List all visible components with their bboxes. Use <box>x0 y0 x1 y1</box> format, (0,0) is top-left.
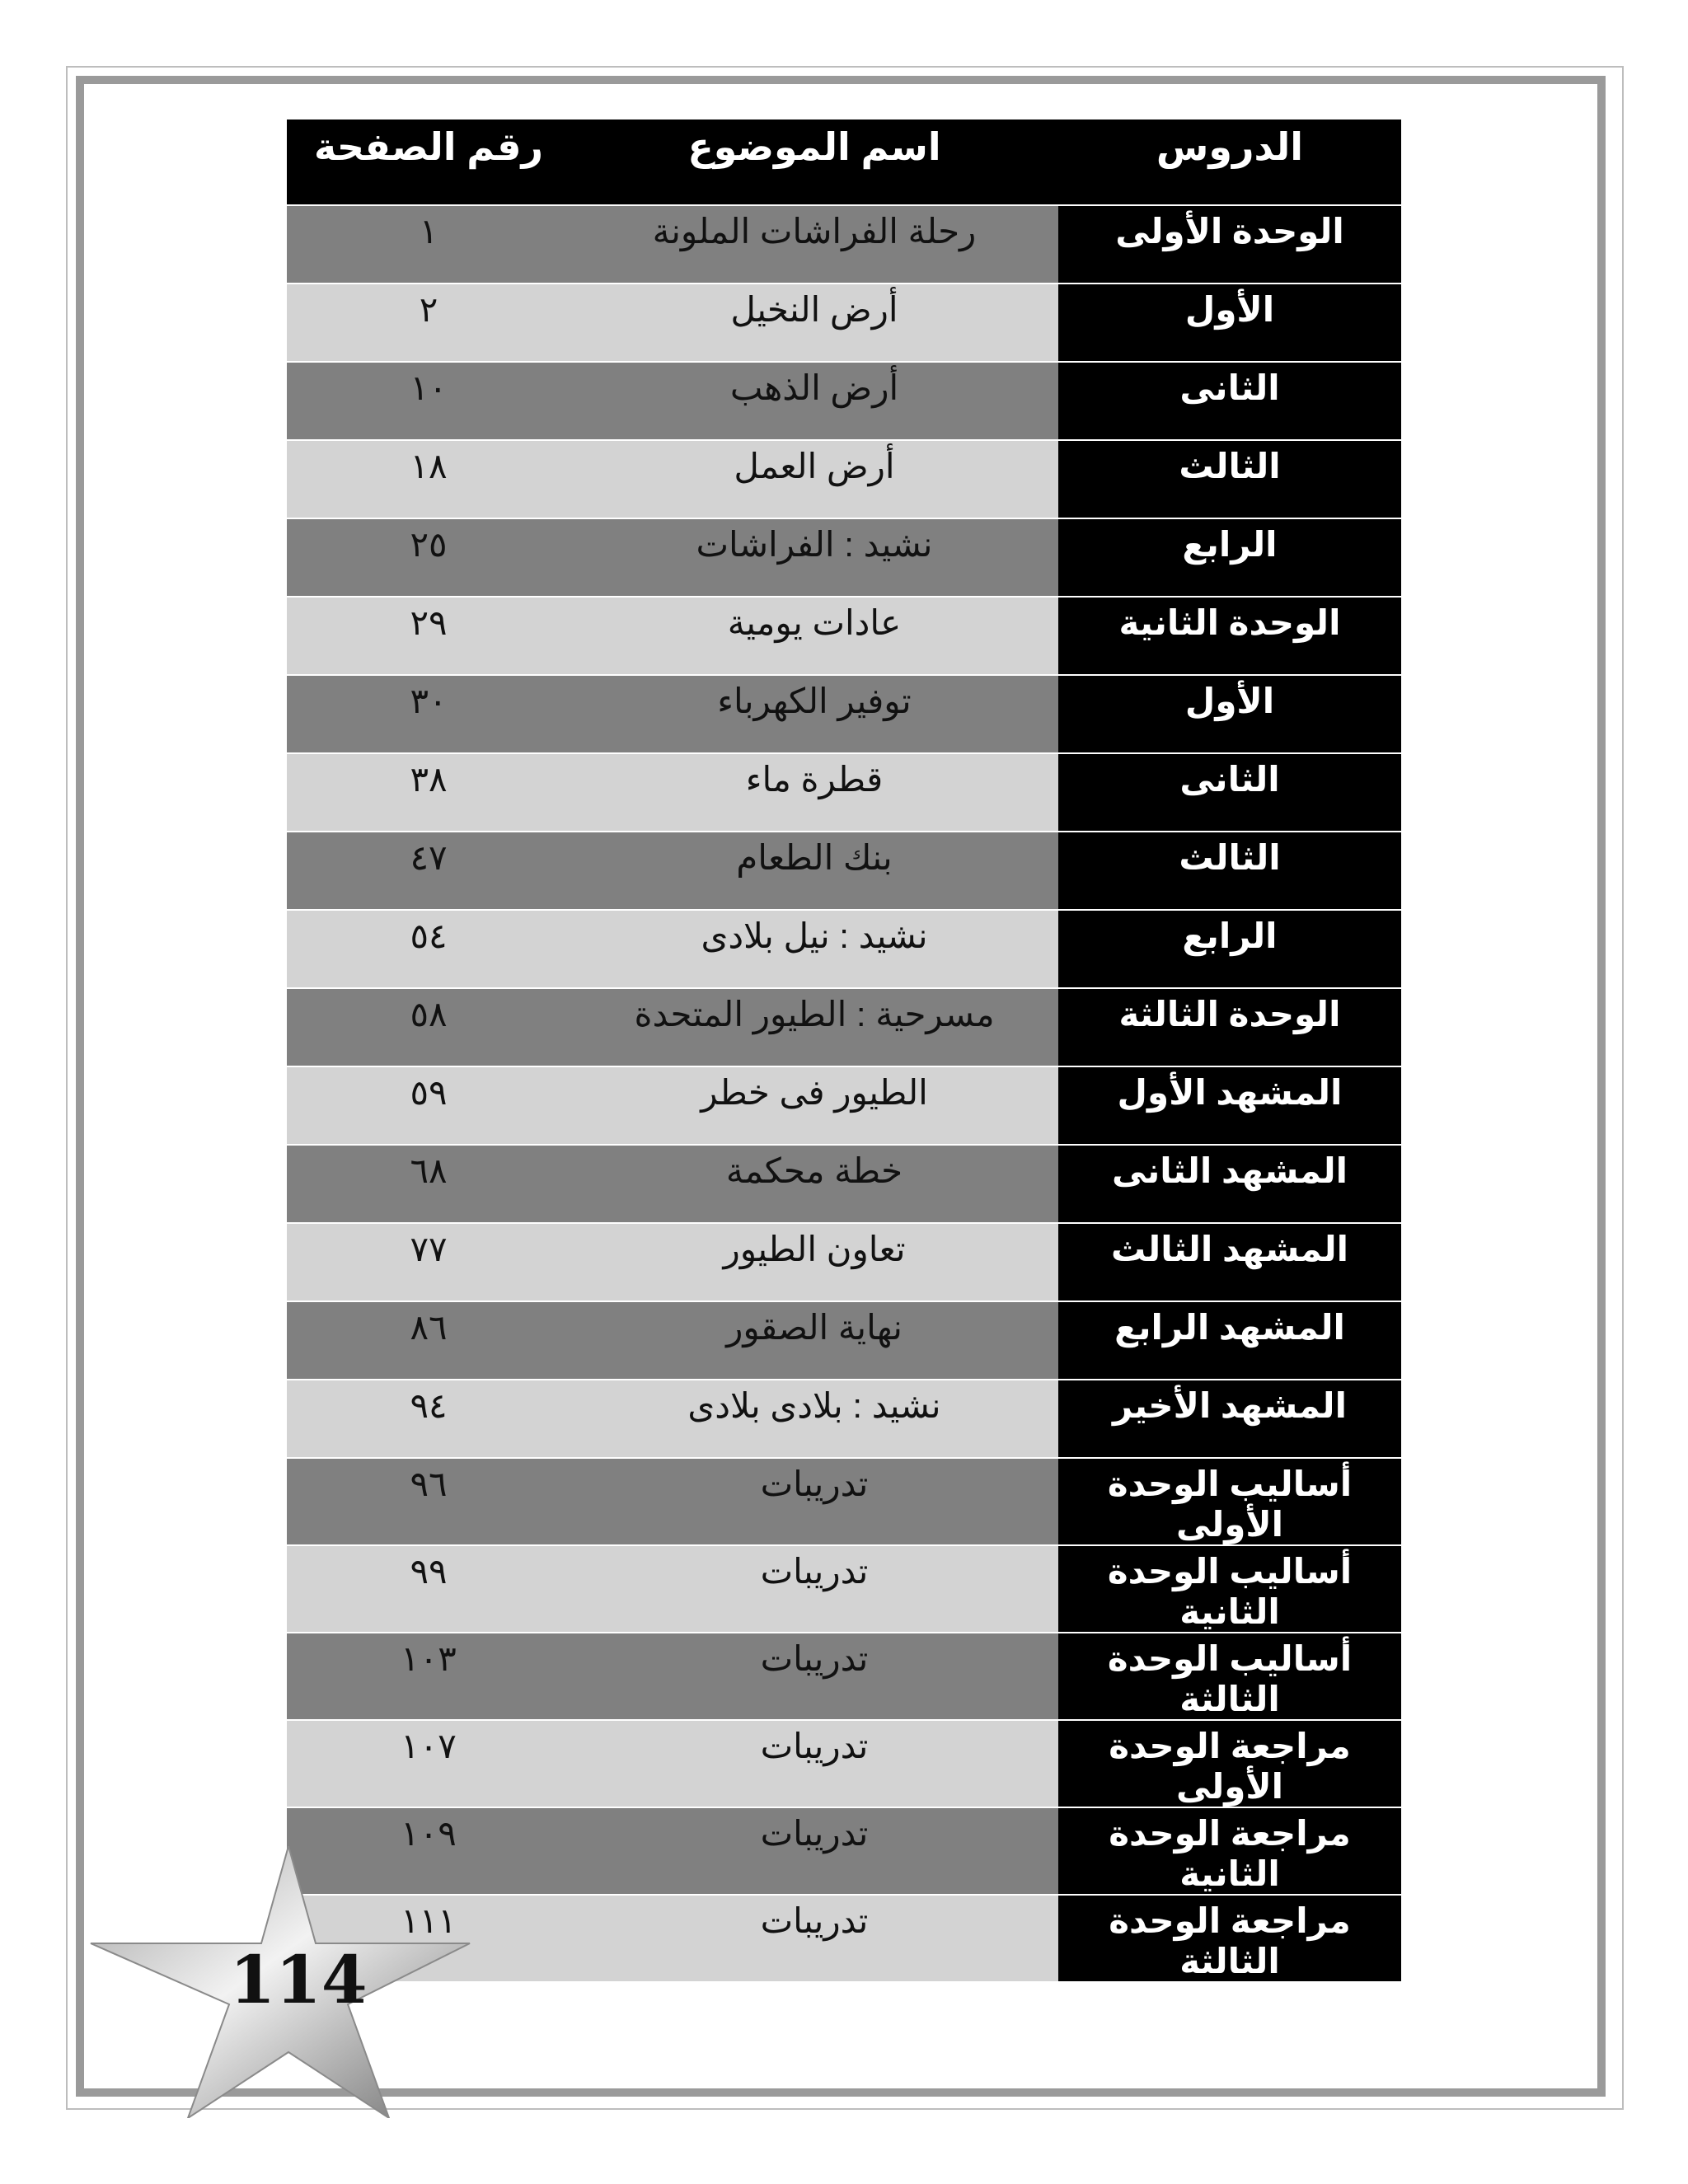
lesson-cell: المشهد الرابع <box>1058 1301 1401 1380</box>
page-number-cell: ٥٨ <box>287 988 570 1066</box>
table-row <box>287 1545 1401 1633</box>
topic-cell: بنك الطعام <box>570 832 1058 910</box>
page-number-cell: ٣٨ <box>287 753 570 832</box>
topic-cell: نشيد : الفراشات <box>570 518 1058 597</box>
table-row <box>287 910 1401 988</box>
topic-cell: نهاية الصقور <box>570 1301 1058 1380</box>
header-page-number: رقم الصفحة <box>287 120 570 205</box>
page-number-cell: ١٠٧ <box>287 1720 570 1807</box>
page-number-cell: ٢ <box>287 284 570 362</box>
lesson-cell: الرابع <box>1058 518 1401 597</box>
lesson-cell: أساليب الوحدة الثانية <box>1058 1545 1401 1633</box>
lesson-cell: أساليب الوحدة الثالثة <box>1058 1633 1401 1720</box>
page-number-cell: ١٠٩ <box>287 1807 570 1895</box>
page-number-cell: ٥٤ <box>287 910 570 988</box>
topic-cell: الطيور فى خطر <box>570 1066 1058 1145</box>
table-row <box>287 284 1401 362</box>
lesson-cell: المشهد الثالث <box>1058 1223 1401 1301</box>
topic-cell: تدريبات <box>570 1720 1058 1807</box>
page-number-cell: ١١١ <box>287 1895 570 1982</box>
table-row <box>287 1145 1401 1223</box>
header-lessons: الدروس <box>1058 120 1401 205</box>
page-number-cell: ٥٩ <box>287 1066 570 1145</box>
topic-cell: خطة محكمة <box>570 1145 1058 1223</box>
topic-cell: أرض الذهب <box>570 362 1058 440</box>
lesson-cell: الوحدة الأولى <box>1058 205 1401 284</box>
table-row <box>287 597 1401 675</box>
table-row <box>287 1458 1401 1545</box>
lesson-cell: المشهد الأول <box>1058 1066 1401 1145</box>
table-row <box>287 1223 1401 1301</box>
page-number-cell: ٢٥ <box>287 518 570 597</box>
topic-cell: تدريبات <box>570 1895 1058 1982</box>
table-row <box>287 1633 1401 1720</box>
topic-cell: توفير الكهرباء <box>570 675 1058 753</box>
lesson-cell: الأول <box>1058 284 1401 362</box>
topic-cell: تعاون الطيور <box>570 1223 1058 1301</box>
lesson-cell: مراجعة الوحدة الثانية <box>1058 1807 1401 1895</box>
lesson-cell: الأول <box>1058 675 1401 753</box>
page-number-cell: ٦٨ <box>287 1145 570 1223</box>
table-row <box>287 1720 1401 1807</box>
table-row <box>287 1301 1401 1380</box>
lesson-cell: أساليب الوحدة الأولى <box>1058 1458 1401 1545</box>
topic-cell: تدريبات <box>570 1807 1058 1895</box>
topic-cell: قطرة ماء <box>570 753 1058 832</box>
page-number: 114 <box>229 1941 368 2018</box>
table-row <box>287 518 1401 597</box>
page-number-cell: ٧٧ <box>287 1223 570 1301</box>
lesson-cell: المشهد الثانى <box>1058 1145 1401 1223</box>
topic-cell: تدريبات <box>570 1545 1058 1633</box>
table-row <box>287 205 1401 284</box>
table-row <box>287 988 1401 1066</box>
topic-cell: نشيد : نيل بلادى <box>570 910 1058 988</box>
table-row <box>287 1066 1401 1145</box>
lesson-cell: مراجعة الوحدة الأولى <box>1058 1720 1401 1807</box>
topic-cell: تدريبات <box>570 1633 1058 1720</box>
topic-cell: عادات يومية <box>570 597 1058 675</box>
table-row <box>287 753 1401 832</box>
header-topic: اسم الموضوع <box>570 120 1058 205</box>
topic-cell: مسرحية : الطيور المتحدة <box>570 988 1058 1066</box>
page-number-cell: ٩٩ <box>287 1545 570 1633</box>
lesson-cell: الثانى <box>1058 753 1401 832</box>
lesson-cell: الثانى <box>1058 362 1401 440</box>
lesson-cell: المشهد الأخير <box>1058 1380 1401 1458</box>
table-header-row <box>287 120 1401 205</box>
lesson-cell: الوحدة الثالثة <box>1058 988 1401 1066</box>
page-number-cell: ١٠٣ <box>287 1633 570 1720</box>
table-row <box>287 832 1401 910</box>
page-number-cell: ٣٠ <box>287 675 570 753</box>
page-number-cell: ١ <box>287 205 570 284</box>
table-row <box>287 362 1401 440</box>
topic-cell: نشيد : بلادى بلادى <box>570 1380 1058 1458</box>
lesson-cell: مراجعة الوحدة الثالثة <box>1058 1895 1401 1982</box>
topic-cell: رحلة الفراشات الملونة <box>570 205 1058 284</box>
page-number-cell: ١٠ <box>287 362 570 440</box>
page-number-cell: ١٨ <box>287 440 570 518</box>
page-number-cell: ٩٦ <box>287 1458 570 1545</box>
lesson-cell: الثالث <box>1058 832 1401 910</box>
page-number-cell: ٢٩ <box>287 597 570 675</box>
table-row <box>287 675 1401 753</box>
topic-cell: أرض النخيل <box>570 284 1058 362</box>
table-of-contents <box>287 120 1401 1983</box>
table-row <box>287 440 1401 518</box>
table-body <box>287 205 1401 1982</box>
page-number-cell: ٩٤ <box>287 1380 570 1458</box>
lesson-cell: الوحدة الثانية <box>1058 597 1401 675</box>
table-row <box>287 1380 1401 1458</box>
topic-cell: أرض العمل <box>570 440 1058 518</box>
page-number-cell: ٤٧ <box>287 832 570 910</box>
page-number-cell: ٨٦ <box>287 1301 570 1380</box>
lesson-cell: الرابع <box>1058 910 1401 988</box>
lesson-cell: الثالث <box>1058 440 1401 518</box>
topic-cell: تدريبات <box>570 1458 1058 1545</box>
